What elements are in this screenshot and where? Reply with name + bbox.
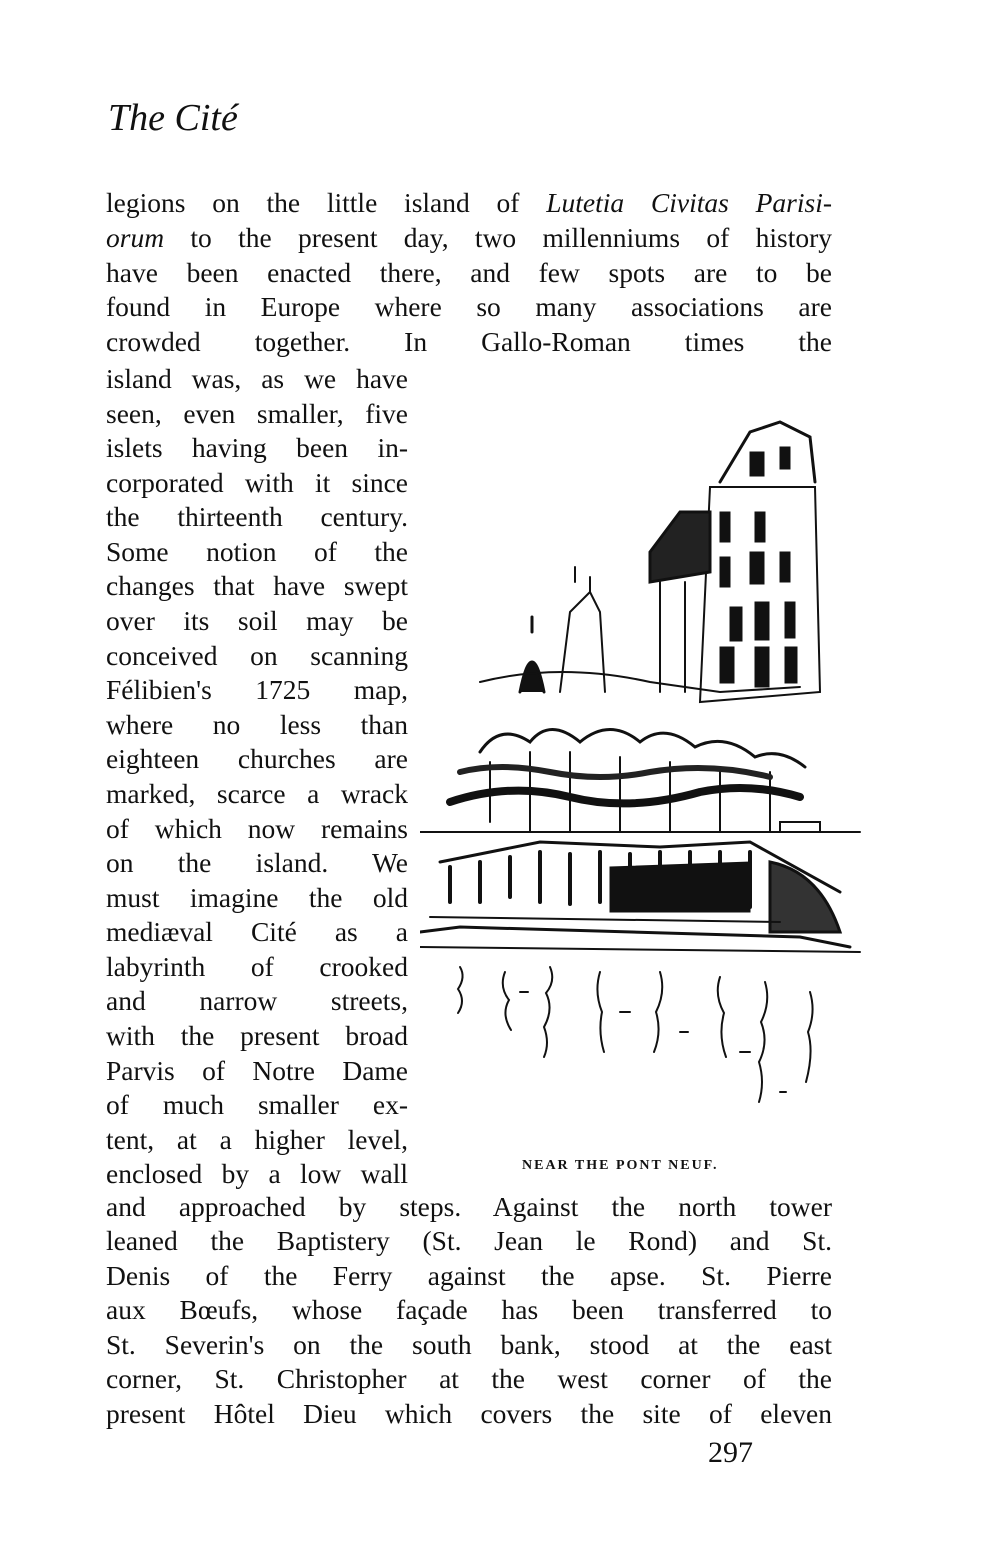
text-line: labyrinth of crooked	[106, 951, 408, 982]
text-line: leaned the Baptistery (St. Jean le Rond) and St.	[106, 1225, 832, 1256]
text-line: corporated with it since	[106, 467, 408, 498]
text-line: seen, even smaller, five	[106, 398, 408, 429]
text-line: on the island. We	[106, 847, 408, 878]
text-line: island was, as we have	[106, 363, 408, 394]
text-line: crowded together. In Gallo-Roman times the	[106, 326, 832, 357]
text-line: Parvis of Notre Dame	[106, 1055, 408, 1086]
text-line: conceived on scanning	[106, 640, 408, 671]
pont-neuf-sketch	[420, 392, 870, 1152]
text-line: islets having been in-	[106, 432, 408, 463]
text-line: eighteen churches are	[106, 743, 408, 774]
text-line: enclosed by a low wall	[106, 1158, 408, 1189]
text-line: mediæval Cité as a	[106, 916, 408, 947]
text-line: Félibien's 1725 map,	[106, 674, 408, 705]
figure-caption: NEAR THE PONT NEUF.	[522, 1158, 719, 1173]
text-line: marked, scarce a wrack	[106, 778, 408, 809]
text-line: must imagine the old	[106, 882, 408, 913]
text-line: and narrow streets,	[106, 985, 408, 1016]
latin-phrase: Lutetia Civitas Parisi-	[546, 187, 832, 218]
page-number: 297	[708, 1436, 753, 1469]
text-line: orum to the present day, two millenniums of history	[106, 222, 832, 253]
text-line: tent, at a higher level,	[106, 1124, 408, 1155]
text-line: found in Europe where so many associations are	[106, 291, 832, 322]
text-line: Some notion of the	[106, 536, 408, 567]
illustration	[420, 392, 870, 1152]
text-line: St. Severin's on the south bank, stood at the east	[106, 1329, 832, 1360]
text-line: the thirteenth century.	[106, 501, 408, 532]
text-line: changes that have swept	[106, 570, 408, 601]
text-line: of much smaller ex-	[106, 1089, 408, 1120]
text-line: of which now remains	[106, 813, 408, 844]
text-line: aux Bœufs, whose façade has been transferred to	[106, 1294, 832, 1325]
text-line: legions on the little island of Lutetia Civitas Parisi-	[106, 187, 832, 218]
text-line: present Hôtel Dieu which covers the site of eleven	[106, 1398, 832, 1429]
text-line: and approached by steps. Against the north tower	[106, 1191, 832, 1222]
text-line: with the present broad	[106, 1020, 408, 1051]
text-line: corner, St. Christopher at the west corner of the	[106, 1363, 832, 1394]
latin-phrase: orum	[106, 222, 165, 253]
text-line: have been enacted there, and few spots are to be	[106, 257, 832, 288]
text-line: over its soil may be	[106, 605, 408, 636]
running-head: The Cité	[108, 97, 238, 139]
text-line: Denis of the Ferry against the apse. St. Pierre	[106, 1260, 832, 1291]
text-line: where no less than	[106, 709, 408, 740]
